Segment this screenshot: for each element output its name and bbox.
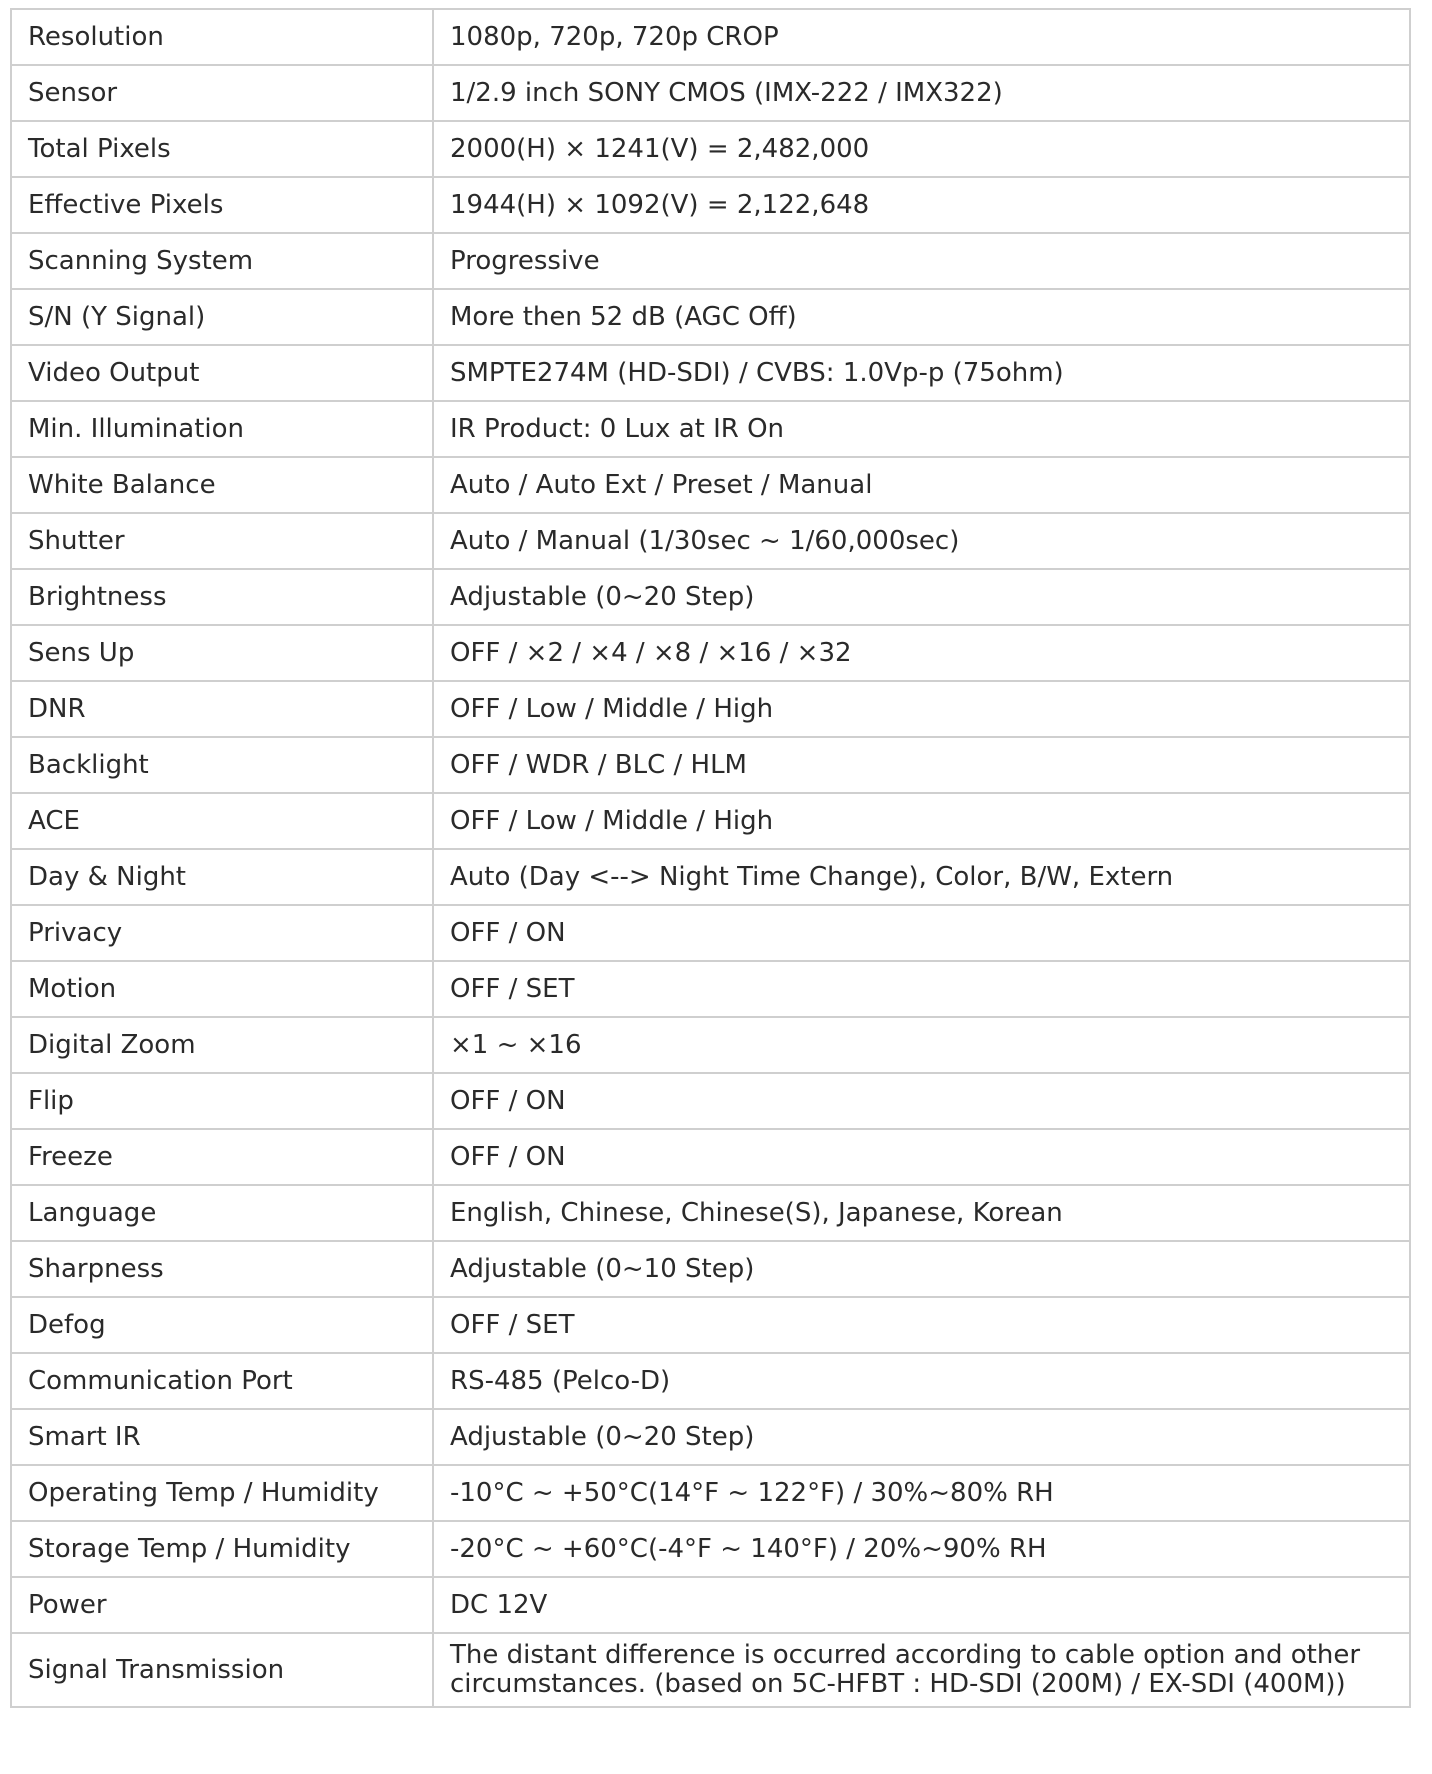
table-row — [11, 1353, 1410, 1409]
spec-value: SMPTE274M (HD-SDI) / CVBS: 1.0Vp-p (75ohm) — [433, 345, 1410, 401]
spec-table — [10, 8, 1411, 1708]
spec-value: OFF / ON — [433, 1073, 1410, 1129]
spec-label: Communication Port — [11, 1353, 433, 1409]
spec-value: OFF / ON — [433, 1129, 1410, 1185]
table-row — [11, 1577, 1410, 1633]
spec-label: ACE — [11, 793, 433, 849]
spec-value: Progressive — [433, 233, 1410, 289]
spec-label: Smart IR — [11, 1409, 433, 1465]
spec-value: More then 52 dB (AGC Off) — [433, 289, 1410, 345]
spec-value: OFF / SET — [433, 961, 1410, 1017]
table-row — [11, 1073, 1410, 1129]
spec-value: Auto / Auto Ext / Preset / Manual — [433, 457, 1410, 513]
spec-value: OFF / SET — [433, 1297, 1410, 1353]
spec-label: Video Output — [11, 345, 433, 401]
spec-label: Digital Zoom — [11, 1017, 433, 1073]
table-row — [11, 849, 1410, 905]
table-row — [11, 793, 1410, 849]
spec-label: Sens Up — [11, 625, 433, 681]
spec-label: Backlight — [11, 737, 433, 793]
table-row — [11, 1185, 1410, 1241]
table-row — [11, 513, 1410, 569]
spec-label: Day & Night — [11, 849, 433, 905]
spec-label: Total Pixels — [11, 121, 433, 177]
table-row — [11, 625, 1410, 681]
spec-label: Sensor — [11, 65, 433, 121]
spec-label: Power — [11, 1577, 433, 1633]
table-row — [11, 569, 1410, 625]
table-row — [11, 233, 1410, 289]
table-row — [11, 1521, 1410, 1577]
table-row — [11, 1297, 1410, 1353]
spec-value: IR Product: 0 Lux at IR On — [433, 401, 1410, 457]
spec-label: Operating Temp / Humidity — [11, 1465, 433, 1521]
spec-label: Defog — [11, 1297, 433, 1353]
spec-label: S/N (Y Signal) — [11, 289, 433, 345]
spec-value: 1944(H) × 1092(V) = 2,122,648 — [433, 177, 1410, 233]
table-row — [11, 345, 1410, 401]
spec-value: -10°C ~ +50°C(14°F ~ 122°F) / 30%~80% RH — [433, 1465, 1410, 1521]
spec-value: OFF / WDR / BLC / HLM — [433, 737, 1410, 793]
table-row — [11, 681, 1410, 737]
spec-label: Storage Temp / Humidity — [11, 1521, 433, 1577]
spec-value: OFF / Low / Middle / High — [433, 793, 1410, 849]
spec-label: Privacy — [11, 905, 433, 961]
spec-value: Auto / Manual (1/30sec ~ 1/60,000sec) — [433, 513, 1410, 569]
table-row — [11, 1241, 1410, 1297]
spec-label: Scanning System — [11, 233, 433, 289]
table-row — [11, 121, 1410, 177]
spec-label: Motion — [11, 961, 433, 1017]
table-row — [11, 177, 1410, 233]
table-row — [11, 1129, 1410, 1185]
spec-label: Shutter — [11, 513, 433, 569]
spec-value: The distant difference is occurred according to cable option and other circumstances. (based on 5C-HFBT : HD-SDI (200M) / EX-SDI (400M)) — [433, 1633, 1410, 1707]
spec-label: Resolution — [11, 9, 433, 65]
table-row — [11, 9, 1410, 65]
table-row — [11, 1633, 1410, 1707]
table-row — [11, 737, 1410, 793]
spec-value: RS-485 (Pelco-D) — [433, 1353, 1410, 1409]
spec-value: 1/2.9 inch SONY CMOS (IMX-222 / IMX322) — [433, 65, 1410, 121]
spec-value: OFF / ×2 / ×4 / ×8 / ×16 / ×32 — [433, 625, 1410, 681]
spec-value: 2000(H) × 1241(V) = 2,482,000 — [433, 121, 1410, 177]
spec-label: Signal Transmission — [11, 1633, 433, 1707]
spec-value: Auto (Day <--> Night Time Change), Color, B/W, Extern — [433, 849, 1410, 905]
spec-label: Sharpness — [11, 1241, 433, 1297]
spec-value: -20°C ~ +60°C(-4°F ~ 140°F) / 20%~90% RH — [433, 1521, 1410, 1577]
table-row — [11, 1465, 1410, 1521]
spec-label: Brightness — [11, 569, 433, 625]
spec-value: ×1 ~ ×16 — [433, 1017, 1410, 1073]
spec-label: Effective Pixels — [11, 177, 433, 233]
table-row — [11, 457, 1410, 513]
spec-label: Language — [11, 1185, 433, 1241]
spec-value: Adjustable (0~20 Step) — [433, 569, 1410, 625]
spec-label: Freeze — [11, 1129, 433, 1185]
spec-value: English, Chinese, Chinese(S), Japanese, Korean — [433, 1185, 1410, 1241]
table-row — [11, 401, 1410, 457]
spec-value: Adjustable (0~10 Step) — [433, 1241, 1410, 1297]
spec-value: Adjustable (0~20 Step) — [433, 1409, 1410, 1465]
spec-value: DC 12V — [433, 1577, 1410, 1633]
table-row — [11, 1409, 1410, 1465]
table-row — [11, 1017, 1410, 1073]
table-row — [11, 961, 1410, 1017]
spec-value: 1080p, 720p, 720p CROP — [433, 9, 1410, 65]
spec-value: OFF / Low / Middle / High — [433, 681, 1410, 737]
spec-label: Flip — [11, 1073, 433, 1129]
table-row — [11, 289, 1410, 345]
spec-value: OFF / ON — [433, 905, 1410, 961]
table-row — [11, 65, 1410, 121]
spec-label: White Balance — [11, 457, 433, 513]
table-row — [11, 905, 1410, 961]
spec-label: Min. Illumination — [11, 401, 433, 457]
spec-label: DNR — [11, 681, 433, 737]
